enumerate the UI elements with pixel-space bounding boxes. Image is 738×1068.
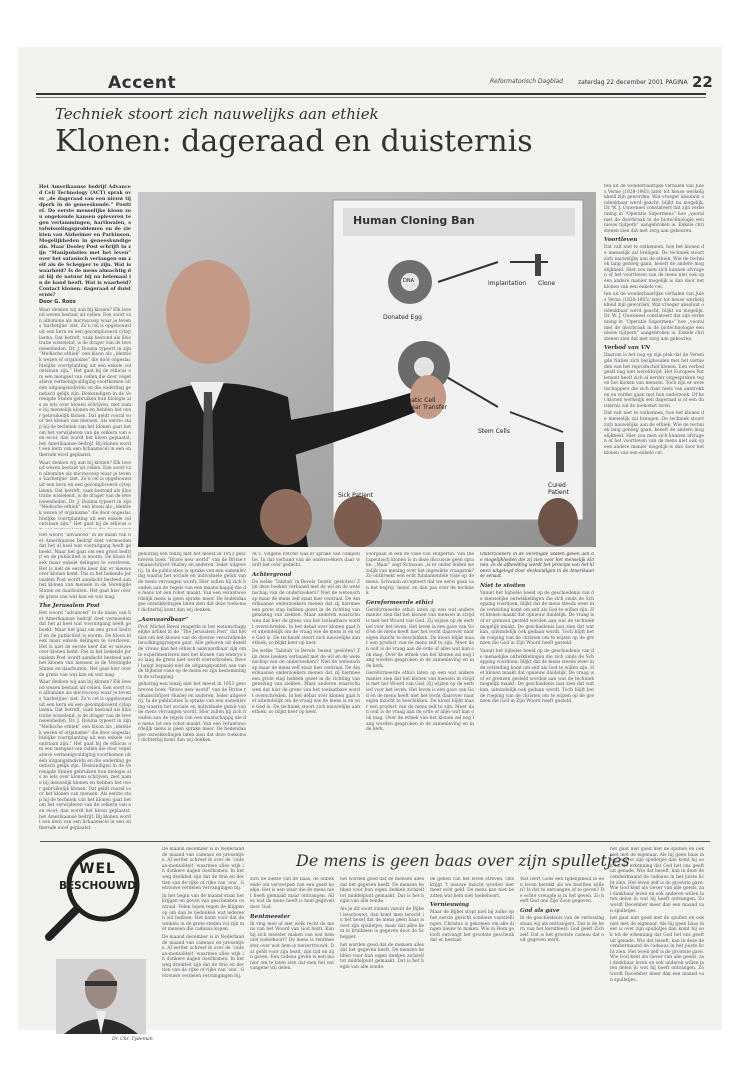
paragraph: het worden goed dat de mensen alles dat het gegeven heeft. De mensen hebben voor hun eigen denken zichzelf tot middelpunt gemaakt. Dat is het begin van alle zonde. [340, 877, 424, 905]
board-label: Clone [538, 280, 556, 287]
photo-caption: Onderzoekers in de Verenigde Staten gaven aan de mogelijkheden die zij zien voor het menselijk klonen. In de afbeelding wordt het principe van het klonen uitgelegd door deskundigen in de Amerikaanse senaat. [480, 552, 594, 580]
subheading: God als gave [520, 907, 560, 914]
column-text-2 [250, 877, 334, 1029]
board-title: Human Cloning Ban [353, 214, 475, 227]
article-byline: Door G. Roos [39, 299, 76, 305]
paragraph: Maar de Bijbel stopt niet bij zulke op het eerste gezicht sombere vaststellingen. Christus is gekomen om alle dingen nieuw te maken. Wie in Hem gelooft ontvangt het grootste geschenk dat er bestaat. [430, 910, 514, 944]
subheading: Rentmeester [250, 913, 291, 920]
paragraph: zich de ziekte van de baas, de onbekende om verwerpen van een goed boekje. Het is een waar die de mens niet heeft gemaakt maar ontvangen. Alles wat de mens heeft is hem gegeven door God. [250, 877, 334, 910]
column-text-3 [340, 877, 424, 1029]
paragraph: Vanuit het bijbelse beeld op de geschiedenis van de menselijke ontwikkelingen die zich sinds de Schepping voordoen, blijkt dat de mens steeds weer in de verleiding komt om zelf als God te willen zijn. Het klonen maakt dat opnieuw duidelijk. De vraag is of er grenzen gesteld worden aan wat de techniek mogelijk maakt. De geschiedenis laat zien dat wat kan, uiteindelijk ook gedaan wordt. Toch blijft het de roeping van de christen om te wijzen op de grenzen die God in Zijn Woord heeft gesteld. [480, 590, 594, 647]
article-column-4 [366, 552, 474, 832]
speaker-head [166, 260, 250, 364]
subheading: Verbod van VN [604, 345, 651, 352]
paragraph: Ik ving mee af met welk recht de mens van het Woord van God bezit. Kan hij zich meester maken van wat hem niet toebehoort? De mens is rentmeester over wat hem is toevertrouwd. Dat geldt voor zijn bezit, zijn tijd en zijn gaven. Een cadeau geven is een manier om te laten zien dat men het ontvangene wil delen. [250, 921, 334, 972]
paragraph: voorgaan in een de visie van Hülpertin. Van therapeutisch klonen is in deze discussie geen sprake. „Maar” zegt Schwaan „is er onder leiden wezelijk van mening over het ingewikte vraagstuk? Zo ontbreekt een echt fundamentele visie op de mens. Schwaan accepteert dat we eerst gaan van het begrip ‘mens’ en dan pas over de techniek. [366, 552, 474, 597]
paragraph: ten uit de wonderbaarlijke verhalen van Jules Verne (1828-1905) later tot heuse werkelijkheid zijn geworden. Wat vroeger absoluut ondenkbaar werd geacht, blijkt nu mogelijk. Dr. W. J. Ouweneel constateert dat zijn verkenning in “Operatie Supermens” hoe „vooral met de doorbraak in de biotechnologie een nieuw tijdperk” aangebroken is. Enkele christenen zien dat met zorg aan gebeuren. [604, 292, 704, 342]
article-intro: Het Amerikaanse bedrijf Advanced Cell Technology (ACT) sprak over „de dageraad van een nieuw tijdperk in de geneeskunde.” Positief. De eerste menselijke kloon zou ongekende kansen opleveren tegen verlammingen, hartkwalen, stofwisselingsproblemen en de ziekten van Alzheimer en Parkinson. Mogelijkheden in geneeskundige zin. Maar Dooley Post schrijft in zijn “Manipulaties met het leven” over het satanisch verlangen om zelf als de Schepper te zijn. Wat is waarheid? Is de mens almachtig dat hij de natuur bij na helemaal in de hand heeft. Wat is waarheid? Contact klonen: dageraad of duisternis? [39, 184, 131, 298]
paragraph: het worden goed dat de mensen alles dat het gegeven heeft. De mensen hebben voor hun eigen denken zichzelf tot middelpunt gemaakt. Dat is het begin van alle zonde. [340, 942, 424, 970]
paragraph: De maand december is in Nederland de maand van cadeaus en presentjes. Al eerder schreef ik over de ‘cadeau-mentaliteit’ waarmee alles wijk in donkere dagen doorkomen. In het weg dreikfeit zijn dat de drie en dertien van de rijke of rijke van ‘ons’. Getrouwe verdelen vervangingen bij. [162, 847, 244, 892]
subheading: Niet te stoiten [480, 582, 526, 589]
paragraph: Waar denken wij aan bij klonen? Elk levend wezen bestaat uit cellen. Een soort van albumine als microscoop waar je tevens ‘karbetijne’ ziet. Zo’n cel is opgebouwd uit een kern en een gecompliceerd cytoplasma. Dat betreft, vaak bestond als illustratie wisselend, is de drager van de levenseenheden. Dr. J. Douma typeert in zijn “Medische ethiek” een kloon als „identiek wezen of organisme” die door ongeslachtelijke voortplanting uit een enkele cel ontstaan zijn.” Het gaat bij de ethicus om een mengsel van cellen die door vegetatieve vermenigvuldiging voortkomen uit één uitgangsindividu en die onderling genetisch gelijk zijn. Deskundigen in de Verenigde Staten gebruiken hun biologie als ze iets over klonen schrijven, met name bij menselijk klonen en hebben het over gebruikelijk klonen. Dat geldt vooral voor het klonen van mensen. Als eerste stap bij de techniek van het klonen gaat het om het verwijderen van de celkern van een eicel; dan wordt het kloon geplaatst, het Amerikaanse bedrijf. Bij klonen wordt een kern van een lichaamscel in een ontkernde eicel geplaatst. [39, 307, 131, 459]
board-label: Donated Egg [383, 314, 422, 321]
paragraph: gehoring een tenzij niet het meest in 1953 geschreven boek “Brave new world” van de Britse romanschrijver Huxley en anderen. Ieder uitgeverij. In de publicaties is sprake van een samenleving waarin het sociale en individuele geluk van de mens vervangen wordt. Hier zullen hij zich houden aan de regels van een maatschappij die de mens tot een robot maakt. Van een verantwoordelijk mens is geen sprake meer. De hedendaagse ontwikkelingen laten zien dat deze toekomst dichterbij komt dan wij denken. [138, 552, 246, 613]
column-headline: De mens is geen baas over zijn spulletjes [296, 851, 630, 870]
paragraph: Het woord “advanced” in de naam van het Amerikaanse bedrijf doet vermoeden dat het al heel wat vooruitgang heeft geboekt. Maar het gaat om een groot bedrijf en de publiciteit is enorm. De kloon bleek maar enkele delingen te overleven. Het is niet de eerste keer dat er nieuws over klonen komt. Pas in het bekende Jerusalem Post wordt aandacht besteed aan het klonen van mensen in de Verenigde Staten en daarbuiten. Het gaat hier over de grens van wat kan en wat mag. [39, 611, 131, 678]
article-kicker: Techniek stoort zich nauwelijks aan ethiek [55, 105, 379, 123]
paragraph: In de geschiedenis van de verlossing staan wij als ontvangers. Dat is de kern van het kerstfeest: God geeft Zichzelf. Dat is het grootste cadeau dat ooit gegeven werd. [520, 915, 604, 944]
date-line: zaterdag 22 december 2001 PAGINA [578, 79, 688, 86]
paragraph: In het begin van de maand staat het krijgen en geven van geschenken centraal. Velen lopen tegen de klippen op om dan te bedenken wat iedereen wil hebben. Het komt voor dat de winkels in de grote steden vol zijn met mensen die cadeaus kopen. [162, 893, 244, 933]
author-portrait [56, 959, 146, 1034]
paragraph: De welke ‘Tabitah’ in Bevels ‘bezen’ gesloten? Zijn deze boeken verbaasd met de wil en de wetenschap van de onderzoekers? Niet de wetenschap maar de mens zelf staat hier centraal. De Amerikaanse onderzoekers menen dat zij hiermee een grote stap hebben gezet in de richting van genezing van ziekten. Maar anderen waarschuwen dat hier de grens van het toelaatbare wordt overschreden. In het debat over klonen gaat het uiteindelijk om de vraag wie de mens is en wie God is. De techniek stoort zich nauwelijks aan ethiek, zo blijkt keer op keer. [252, 648, 360, 716]
paragraph: de genen van het leven streven. Ons krijgt ’t nieuwe inzicht worden niet meer echt geld. De mens kan niet bezitten wat hem niet toebehoort. [430, 877, 514, 899]
section-divider [40, 841, 710, 842]
article-headline: Klonen: dageraad en duisternis [55, 124, 533, 159]
paragraph: Prof. Michel Revel reagerde in het wetenschappelijke artikel in de “The Jerusalem Post” dat het niet om het klonen van de diverse verschillende bevolkingsgroepen gaat. Alle geboren uit dezelfde vrouw kan het ethisch aanvaardbaar zijn om te experimenteren met het klonen van embryo’s zo lang de grens niet wordt overschreden. Revel hangt bepaald niet de uitgangspunten aan van de Bijbelse visie op de mens en zijn bestemming in de schepping. [138, 624, 246, 680]
paragraph: Als je dit soort zinnen vanuit de Bijbel beschouwt, dan komt men terecht in het besef dat de mens geen baas is over zijn spulletjes, maar dat alles hem in bruikleen is gegeven door de Schepper. [340, 906, 424, 940]
article-column-3 [252, 552, 360, 832]
subheading: Voortleven [604, 237, 638, 244]
column-text-1 [162, 847, 244, 1029]
wel-beschouwd-logo [43, 847, 161, 941]
logo-word-wel: WEL [79, 861, 116, 877]
paragraph: gehoring een tenzij niet het meest in 1953 geschreven boek “Brave new world” van de Britse romanschrijver Huxley en anderen. Ieder uitgeverij. In de publicaties is sprake van een samenleving waarin het sociale en individuele geluk van de mens vervangen wordt. Hier zullen hij zich houden aan de regels van een maatschappij die de mens tot een robot maakt. Van een verantwoordelijk mens is geen sprake meer. De hedendaagse ontwikkelingen laten zien dat deze toekomst dichterbij komt dan wij denken. [138, 682, 246, 744]
paragraph: Vanuit het bijbelse beeld op de geschiedenis van de menselijke ontwikkelingen die zich sinds de Schepping voordoen, blijkt dat de mens steeds weer in de verleiding komt om zelf als God te willen zijn. Het klonen maakt dat opnieuw duidelijk. De vraag is of er grenzen gesteld worden aan wat de techniek mogelijk maakt. De geschiedenis laat zien dat wat kan, uiteindelijk ook gedaan wordt. Toch blijft het de roeping van de christen om te wijzen op de grenzen die God in Zijn Woord heeft gesteld. [480, 648, 594, 705]
board-label: DNA [403, 278, 415, 284]
author-name: Dr. Chr. Tydeman [112, 1037, 153, 1042]
subheading: „Aanvaardbaar” [138, 616, 189, 623]
paragraph: Dat valt niet te ontkennen, hoe het klonen de menselijk zal brengen. De techniek stoort zich nauwelijks aan de ethiek. Wie de techniek lang genoeg gaan, beseft de andere mogelijkheid. Hier zou men zich kunnen afvragen of het voortleven van de mens niet ook op een andere manier mogelijk is dan door het klonen van een enkele cel. [604, 411, 704, 456]
paragraph: Waar denken wij aan bij klonen? Elk levend wezen bestaat uit cellen. Een soort van albumine als microscoop waar je tevens ‘karbetijne’ ziet. Zo’n cel is opgebouwd uit een kern en een gecompliceerd cytoplasma. Dat betreft, vaak bestond als illustratie wisselend, is de drager van de levenseenheden. Dr. J. Douma typeert in zijn “Medische ethiek” een kloon als „identiek wezen of organisme” die door ongeslachtelijke voortplanting uit een enkele cel ontstaan zijn.” Het gaat bij de ethicus o [39, 460, 131, 528]
board-label: Implantation [488, 280, 527, 287]
paragraph: Dat valt niet te ontkennen, hoe het klonen de menselijk zal brengen. De techniek stoort zich nauwelijks aan de ethiek. Wie de techniek lang genoeg gaan, beseft de andere mogelijkheid. Hier zou men zich kunnen afvragen of het voortleven van de mens niet ook op een andere manier mogelijk is dan door het klonen van een enkele cel. [604, 245, 704, 290]
board-label: Cured Patient [548, 482, 569, 496]
paragraph: Wat leert Gods een tijdelijkheid in een leven bereikt als we bezitten willen? Is dat te ontvangen of te geven? De echte vreugde is in het geven. Zo heeft God ons Zijn Zoon gegeven. [520, 877, 604, 905]
board-label: Stem Cells [478, 428, 510, 435]
paragraph: Gereformeerde ethici laten op een wat andere manier zien dat het klonen van mensen in strijd is met het Woord van God. Zij wijzen op de eerbied voor het leven. Het leven is een gave van God en de mens heeft niet het recht daarover naar eigen inzicht te beschikken. De kloon blijkt maar een product van de mens zelf te zijn. Meer dan ooit is de vraag aan de orde of alles wat kan ook mag. Over de ethiek van het klonen zal nog lang worden gesproken in de samenleving en in de kerk. [366, 607, 474, 669]
paragraph: Gereformeerde ethici laten op een wat andere manier zien dat het klonen van mensen in strijd is met het Woord van God. Zij wijzen op de eerbied voor het leven. Het leven is een gave van God en de mens heeft niet het recht daarover naar eigen inzicht te beschikken. De kloon blijkt maar een product van de mens zelf te zijn. Meer dan ooit is de vraag aan de orde of alles wat kan ook mag. Over de ethiek van het klonen zal nog lang worden gesproken in de samenleving en in de kerk. [366, 671, 474, 733]
paragraph: het gaat niet goed met de spullen en ook niet met de eigenaar. Als hij geen baas meer is over zijn spulletjes dan komt hij ook tot de erkenning dat God het ons geeft uit genade. Wie dat beseft, kan in deze decembermaand de cadeaus in het juiste licht zien. Het leven zelf is de grootste gave. Wie God kent als Gever van alle goeds, zal dankbaar leven en ook anderen willen laten delen in wat hij heeft ontvangen. Zo wordt December meer dan een maand van spulletjes. [610, 847, 704, 914]
paragraph: De welke ‘Tabitah’ in Bevels ‘bezen’ gesloten? Zijn deze boeken verbaasd met de wil en de wetenschap van de onderzoekers? Niet de wetenschap maar de mens zelf staat hier centraal. De Amerikaanse onderzoekers menen dat zij hiermee een grote stap hebben gezet in de richting van genezing van ziekten. Maar anderen waarschuwen dat hier de grens van het toelaatbare wordt overschreden. In het debat over klonen gaat het uiteindelijk om de vraag wie de mens is en wie God is. De techniek stoort zich nauwelijks aan ethiek, zo blijkt keer op keer. [252, 579, 360, 647]
column-text-6 [610, 847, 704, 1029]
cloning-hearing-photo [138, 192, 596, 547]
presentation-board [333, 200, 583, 520]
column-text-5 [520, 877, 604, 1029]
subheading: Gereformeerde ethici [366, 599, 434, 606]
subheading: Vernieuwing [430, 902, 470, 909]
paragraph: het gaat niet goed met de spullen en ook niet met de eigenaar. Als hij geen baas meer is over zijn spulletjes dan komt hij ook tot de erkenning dat God het ons geeft uit genade. Wie dat beseft, kan in deze decembermaand de cadeaus in het juiste licht zien. Het leven zelf is de grootste gave. Wie God kent als Gever van alle goeds, zal dankbaar leven en ook anderen willen laten delen in wat hij heeft ontvangen. Zo wordt December meer dan een maand van spulletjes. [610, 916, 704, 983]
article-column-5 [480, 552, 594, 832]
paragraph: Het woord “advanced” in de naam van het Amerikaanse bedrijf doet vermoeden dat het al heel wat vooruitgang heeft geboekt. Maar het gaat om een groot bedrijf en de publiciteit is enorm. De kloon bleek maar enkele delingen te overleven. Het is niet de eerste keer dat er nieuws over klonen komt. Pas in het bekende Jerusalem Post wordt aandacht besteed aan het klonen van mensen in de Verenigde Staten en daarbuiten. Het gaat hier over de grens van wat kan en wat mag. [39, 533, 131, 600]
article-column-1 [39, 184, 131, 529]
logo-word-beschouwd: BESCHOUWD [59, 880, 136, 892]
board-label: Somatic Cell Nuclear Transfer [398, 397, 448, 411]
paragraph: Waar denken wij aan bij klonen? Elk levend wezen bestaat uit cellen. Een soort van albumine als microscoop waar je tevens ‘karbetijne’ ziet. Zo’n cel is opgebouwd uit een kern en een gecompliceerd cytoplasma. Dat betreft, vaak bestond als illustratie wisselend, is de drager van de levenseenheden. Dr. J. Douma typeert in zijn “Medische ethiek” een kloon als „identiek wezen of organisme” die door ongeslachtelijke voortplanting uit een enkele cel ontstaan zijn.” Het gaat bij de ethicus om een mengsel van cellen die door vegetatieve vermenigvuldiging voortkomen uit één uitgangsindividu en die onderling genetisch gelijk zijn. Deskundigen in de Verenigde Staten gebruiken hun biologie als ze iets over klonen schrijven, met name bij menselijk klonen en hebben het over gebruikelijk klonen. Dat geldt vooral voor het klonen van mensen. Als eerste stap bij de techniek van het klonen gaat het om het verwijderen van de celkern van een eicel; dan wordt het kloon geplaatst, het Amerikaanse bedrijf. Bij klonen wordt een kern van een lichaamscel in een ontkernde eicel geplaatst. [39, 680, 131, 831]
subheading: The Jerusalem Post [39, 603, 100, 610]
paper-logo: Reformatorisch Dagblad [490, 78, 563, 85]
paragraph: De maand december is in Nederland de maand van cadeaus en presentjes. Al eerder schreef ik over de ‘cadeau-mentaliteit’ waarmee alles wijk in donkere dagen doorkomen. In het weg dreikfeit zijn dat de drie en dertien van de rijke of rijke van ‘ons’. Getrouwe verdelen vervangingen bij. [162, 934, 244, 980]
page-number: 22 [692, 73, 713, 91]
article-column-1b [39, 533, 131, 833]
section-name: Accent [108, 73, 177, 93]
header-rule-thin [36, 97, 706, 98]
paragraph: ten uit de wonderbaarlijke verhalen van Jules Verne (1828-1905) later tot heuse werkelijkheid zijn geworden. Wat vroeger absoluut ondenkbaar werd geacht, blijkt nu mogelijk. Dr. W. J. Ouweneel constateert dat zijn verkenning in “Operatie Supermens” hoe „vooral met de doorbraak in de biotechnologie een nieuw tijdperk” aangebroken is. Enkele christenen zien dat met zorg aan gebeuren. [604, 184, 704, 234]
column-text-4 [430, 877, 514, 1029]
author-photo [56, 959, 146, 1034]
board-label: Sick Patient [338, 492, 374, 499]
header-rule [36, 93, 706, 95]
paragraph: ACT. Volgens Fetchit was er sprake van competitie. In dat verband van de onderzoekers daar wordt het over gedacht. [252, 552, 360, 569]
paragraph: Daarom is het nog op zijn plek dat de Verenigde Naties zich bezighouden met het verbieden van het reproductief klonen. Een verbod geldt nog niet wereldwijd. Het Europees Parlement heeft zich al eerder uitgesproken tegen het klonen van mensen. Toch zijn er wetenschappers die zich daar niets van aantrekken en verder gaan met hun onderzoek. Of het klonen werkelijk een dageraad is of een duisternis zal de toekomst leren. [604, 353, 704, 409]
newspaper-page [18, 47, 722, 1042]
article-column-2 [138, 552, 246, 832]
article-column-6 [604, 184, 704, 832]
subheading: Achtergrond [252, 571, 292, 578]
